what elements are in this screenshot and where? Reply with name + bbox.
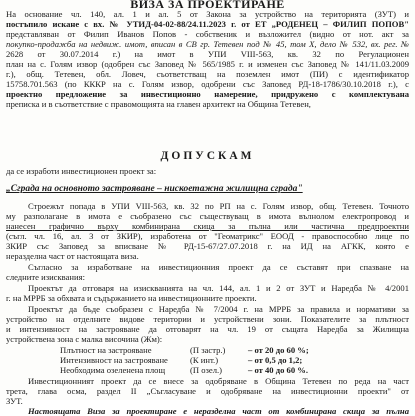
intro-line-4: покупко-продажба на недвиж. имот, вписан в СВ гр. Тетевен под № 45, том Х, дело № 532, вх. рег. №: [6, 39, 409, 49]
intro-line-6: план на с. Голям извор (одобрен със Заповед № 565/1985 г. и изменен със Заповед № 141/11.03.2009: [6, 59, 409, 69]
after-line-2: трета, глава осма, раздел II „Съгласуване и одобряване на инвестиционни проекти" от: [6, 386, 409, 396]
body-line-10: г. на МРРБ за обхвата и съдържанието на инвестиционните проекти.: [6, 293, 257, 303]
indicator-row-1: [60, 345, 309, 355]
indicator-row-3: [60, 365, 308, 375]
indicator-code: (П озел.): [190, 365, 223, 375]
project-subject: „Сграда на основното застрояване – нискоетажна жилищна сграда": [6, 184, 303, 194]
body-line-9: Проектът да отговаря на изискванията на чл. 144, ал. 1 и 2 от ЗУТ и Наредба № 4/2001: [28, 283, 409, 293]
after-line-1: Инвестиционният проект да се внесе за одобряване в Община Тетевен по реда на част: [28, 376, 409, 386]
body-line-2: му разполагане в имота е съобразено със съществуващ в имота вълнолом електропровод и: [6, 211, 409, 221]
body-line-7: Съгласно за изработване на инвестиционния проект да се съставят при спазване на: [28, 262, 409, 272]
intro-line-10: преписка и в съответствие с правомощията на главен архитект на Община Тетевен,: [6, 99, 311, 109]
intro-line-9: проектно предложение за инвестиционно намерение, придружено с комплектувана: [6, 89, 409, 99]
intro-line-3: представляван от Филип Иванов Попов - собственик и възложител (видно от нот. акт за: [6, 29, 409, 39]
body-line-5: ЗКИР със Заповед за вписване № РД-15-67/27.07.2018 г. на ИД на АГКК, която е: [6, 241, 409, 251]
indicator-value: – от 0,5 до 1,2;: [248, 355, 303, 365]
indicator-value: – от 20 до 60 %;: [248, 345, 309, 355]
body-line-14: устройствена зона с малка височина (Жм):: [6, 334, 163, 344]
body-line-11: Проектът да бъде съобразен с Наредба № 7/2004 г. на МРРБ за правила и нормативи за: [28, 304, 409, 314]
intro-line-1: На основание чл. 140, ал. 1 и ал. 5 от Закона за устройство на територията (ЗУТ) и: [6, 9, 409, 19]
intro-line-8: 15758.701.563 (по КККР на с. Голям извор, одобрени със Заповед РД-18-1786/30.10.2018 г.), с: [6, 79, 409, 89]
body-line-1: Строежът попада в УПИ VIII-563, кв. 32 по РП на с. Голям извор, общ. Тетевен. Точното: [28, 201, 409, 211]
body-line-8: следните изисквания:: [6, 272, 85, 282]
after-line-3: ЗУТ.: [6, 396, 23, 406]
section-heading: ДОПУСКАМ: [160, 150, 255, 162]
indicator-label: Интензивност на застрояване: [60, 355, 168, 365]
body-line-12: устройство на отделните видове територии и устройствени зони. Показателите за плътност: [6, 314, 409, 324]
intro-line-2: постъпило искане с вх. № УТИД-04-02-88/24.11.2023 г. от ЕТ „РОДЕНЕЦ – ФИЛИП ПОПОВ": [6, 19, 409, 29]
body-line-3: нанесен графично върху комбинирана скица за пълна или частична предпроектни: [6, 221, 409, 231]
indicator-row-2: [60, 355, 302, 365]
indicator-code: (П застр.): [190, 345, 226, 355]
document-title: ВИЗА ЗА ПРОЕКТИРАНЕ: [130, 0, 285, 11]
intro-line-5: 2628 от 30.07.2014 г.) на имот в УПИ VIII-563, кв. 32 по Регулационен: [6, 49, 409, 59]
after-line-4: Настоящата Виза за проектиране е неразделна част от комбинирана скица за пълна: [28, 406, 409, 416]
indicator-label: Плътност на застрояване: [60, 345, 152, 355]
indicator-label: Необходима озеленена площ: [60, 365, 166, 375]
indicator-value: – от 40 до 60 %.: [248, 365, 309, 375]
allow-text: да се изработи инвестиционен проект за:: [6, 166, 157, 176]
body-line-4: (съгл. чл. 16, ал. 3 от ЗКИР), изработена от "Геоматрикс" ЕООД - правоспособно лице по: [6, 231, 409, 241]
body-line-6: неразделна част от настоящата виза.: [6, 251, 139, 261]
body-line-13: и интензивност на застрояване да отговарят на чл. 19 от същата Наредба за Жилищна: [6, 324, 409, 334]
indicator-code: (К инт.): [190, 355, 219, 365]
intro-line-7: г.), общ. Тетевен, обл. Ловеч, съответстващ на поземлен имот (ПИ) с идентификатор: [6, 69, 409, 79]
